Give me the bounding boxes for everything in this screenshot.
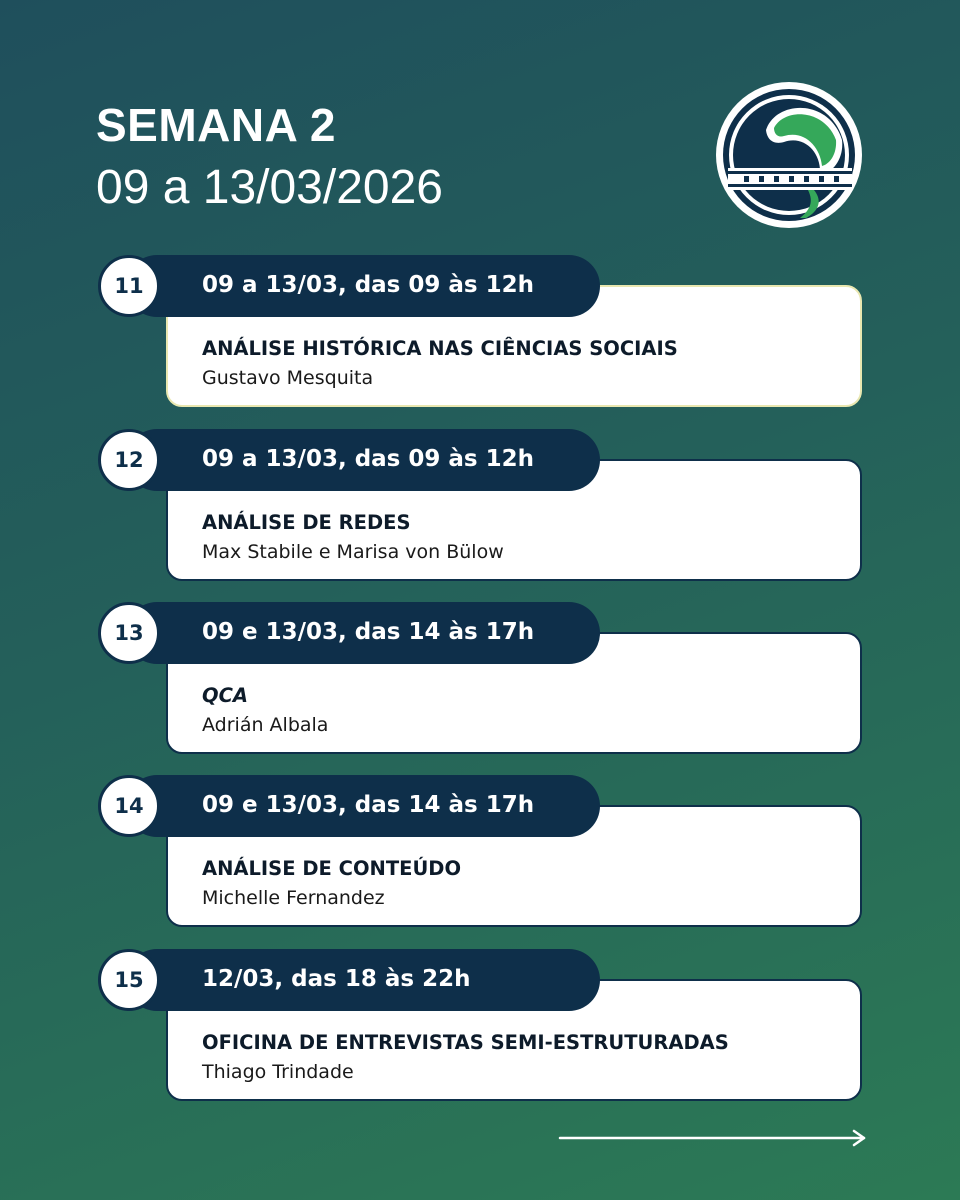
course-schedule: 09 a 13/03, das 09 às 12h — [202, 446, 534, 472]
institution-logo-icon — [714, 80, 864, 230]
course-entry — [0, 255, 960, 415]
schedule-pill — [126, 602, 600, 664]
schedule-pill — [126, 775, 600, 837]
course-entry — [0, 949, 960, 1109]
course-title: OFICINA DE ENTREVISTAS SEMI-ESTRUTURADAS — [202, 1031, 729, 1054]
course-title: ANÁLISE DE REDES — [202, 511, 411, 534]
course-number-badge: 12 — [98, 429, 160, 491]
course-schedule: 09 a 13/03, das 09 às 12h — [202, 272, 534, 298]
course-entry — [0, 602, 960, 762]
schedule-pill — [126, 949, 600, 1011]
course-entry — [0, 429, 960, 589]
date-range: 09 a 13/03/2026 — [96, 161, 443, 214]
schedule-pill — [126, 429, 600, 491]
schedule-pill — [126, 255, 600, 317]
course-number-badge: 11 — [98, 255, 160, 317]
course-number-badge: 13 — [98, 602, 160, 664]
course-instructor: Thiago Trindade — [202, 1061, 354, 1083]
course-title: QCA — [202, 684, 248, 707]
arrow-right-icon[interactable] — [558, 1128, 870, 1148]
course-schedule: 09 e 13/03, das 14 às 17h — [202, 619, 535, 645]
course-instructor: Adrián Albala — [202, 714, 329, 736]
course-schedule: 09 e 13/03, das 14 às 17h — [202, 792, 535, 818]
course-number-badge: 15 — [98, 949, 160, 1011]
course-title: ANÁLISE DE CONTEÚDO — [202, 857, 462, 880]
course-entry — [0, 775, 960, 935]
course-instructor: Michelle Fernandez — [202, 887, 385, 909]
week-title: SEMANA 2 — [96, 99, 336, 151]
course-title: ANÁLISE HISTÓRICA NAS CIÊNCIAS SOCIAIS — [202, 337, 678, 360]
course-instructor: Gustavo Mesquita — [202, 367, 374, 389]
course-number-badge: 14 — [98, 775, 160, 837]
course-instructor: Max Stabile e Marisa von Bülow — [202, 541, 504, 563]
course-schedule: 12/03, das 18 às 22h — [202, 966, 471, 992]
